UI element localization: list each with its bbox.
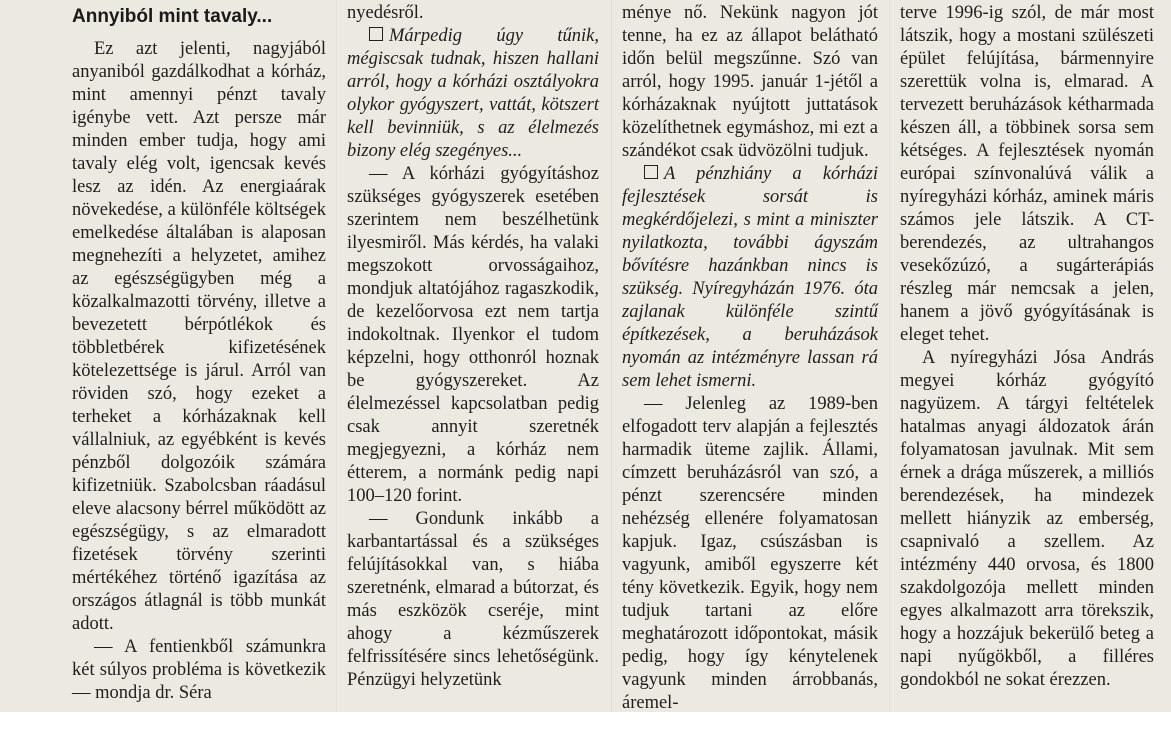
text-column-2: [347, 2, 599, 692]
paragraph: ménye nő. Nekünk nagyon jót tenne, ha ez az állapot belátható időn belül megszűnne. Szó van arról, hogy 1995. január 1-jétől a kórházaknak nyújtott juttatások közelíthetnek egymáshoz, mi ezt a szándékot csak üdvözölni tudjuk.: [622, 3, 878, 161]
paragraph: Ez azt jelenti, nagyjából anyaniból gazdálkodhat a kórház, mint amennyi pénzt tavaly igénybe vett. Azt persze már minden ember tudja, hogy ami tavaly elég volt, igencsak kevés lesz az idén. Az energiaárak növekedése, a különféle költségek emelkedése általában is alaposan megnehezíti a helyzetet, amihez az egészségügyben még a közalkalmazotti törvény, illetve a bevezetett bérpótlékok és többletbérek kifizetésének kötelezettsége is járul. Arról van röviden szó, hogy ezeket a terheket a kórházaknak kell vállalniuk, az egyébként is kevés pénzből dolgozóik számára kifizetniük. Szabolcsban ráadásul eleve alacsony bérrel működött az egészségügy, s az elmaradott fizetések törvény szerinti mértékéhez történő igazítása az országos átlagnál is több munkát adott.: [72, 39, 326, 634]
scan-margin: [0, 712, 1171, 730]
paragraph: terve 1996-ig szól, de már most látszik, hogy a mostani szülészeti épület felújítása, bármennyire szerettük volna is, elmarad. A tervezett beruházások kétharmada készen áll, a többinek sorsa sem kétséges. A fejlesztések nyomán európai színvonalúvá válik a nyíregyházi kórház, aminek máris számos jele látszik. A CT-berendezés, az ultrahangos vesekőzúzó, a sugárterápiás részleg már nemcsak a jelen, hanem a jövő gyógyításának is eleget tehet.: [900, 3, 1154, 345]
paragraph: — Gondunk inkább a karbantartással és a szükséges felújításokkal van, s hiába szeretnénk, elmarad a bútorzat, és más eszközök cseréje, mint ahogy a kézműszerek felfrissítésére sincs lehetőségünk. Pénzügyi helyzetünk: [347, 509, 599, 690]
paragraph: — A kórházi gyógyításhoz szükséges gyógyszerek esetében szerintem nem beszélhetünk ilyesmiről. Más kérdés, ha valaki megszokott orvosságaihoz, mondjuk altatójához ragaszkodik, de kezelőorvosa ezt nem tartja indokoltnak. Ilyenkor el tudom képzelni, hogy otthonról hoznak be gyógyszereket. Az élelmezéssel kapcsolatban pedig csak annyit szeretnék megjegyezni, a kórház nem étterem, a normánk pedig napi 100–120 forint.: [347, 164, 599, 506]
question-paragraph: [347, 25, 599, 163]
column-gutter: [611, 0, 612, 712]
text-column-1: [72, 38, 326, 705]
question-text: Márpedig úgy tűnik, mégiscsak tudnak, hiszen hallani arról, hogy a kórházi osztályokra olykor gyógyszert, vattát, kötszert kell bevinniük, s az élelmezés bizony elég szegényes...: [347, 26, 599, 161]
paragraph: nyedésről.: [347, 3, 424, 23]
text-column-3: [622, 2, 878, 712]
paragraph: — Jelenleg az 1989-ben elfogadott terv alapján a fejlesztés harmadik üteme zajlik. Állami, címzett beruházásról van szó, a pénzt szerencsére minden nehézség ellenére folyamatosan kapjuk. Igaz, csúszásban is vagyunk, amiből egyszerre két tény következik. Egyik, hogy nem tudjuk tartani az előre meghatározott időpontokat, másik pedig, hogy így kénytelenek vagyunk minden árrobbanás, áremel-: [622, 394, 878, 712]
column-gutter: [889, 0, 890, 712]
article-subheadline: Annyiból mint tavaly...: [72, 6, 273, 27]
question-text: A pénzhiány a kórházi fejlesztések sorsát is megkérdőjelezi, s mint a miniszter nyilatkozta, további ágyszám bővítésre hazánkban nincs is szükség. Nyíregyházán 1976. óta zajlanak különféle szintű építkezések, a beruházások nyomán az intézményre lassan rá sem lehet ismerni.: [622, 164, 878, 391]
column-gutter: [336, 0, 337, 712]
paragraph: — A fentienkből számunkra két súlyos probléma is következik — mondja dr. Séra: [72, 637, 326, 703]
text-column-4: [900, 2, 1154, 692]
question-paragraph: [622, 163, 878, 393]
square-bullet-icon: [644, 165, 658, 179]
square-bullet-icon: [369, 27, 383, 41]
paragraph: A nyíregyházi Jósa András megyei kórház gyógyító nagyüzem. A tárgyi feltételek hatalmas anyagi áldozatok árán folyamatosan javulnak. Mit sem érnek a drága műszerek, a milliós berendezések, ha mindezek mellett hiányzik az emberség, csapnivaló a szellem. Az intézmény 440 orvosa, és 1800 szakdolgozója mellett minden egyes alkalmazott arra törekszik, hogy a hozzájuk bekerülő beteg a napi nyűgökből, a filléres gondokból ne sokat érezzen.: [900, 348, 1154, 690]
